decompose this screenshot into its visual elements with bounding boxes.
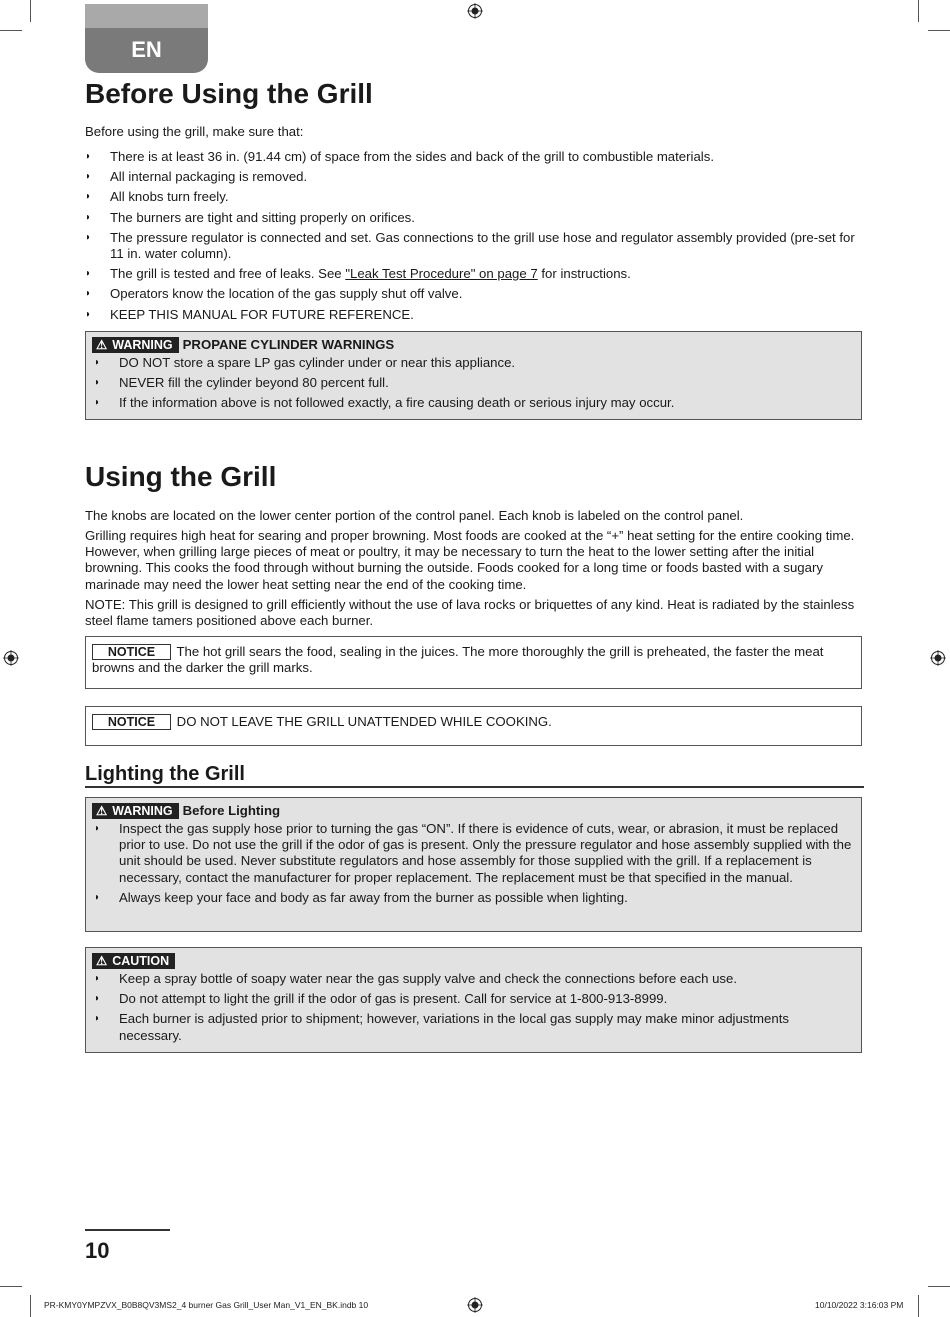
warning-box-propane: [85, 331, 862, 420]
bullet-icon: ◗: [94, 397, 101, 409]
list-item: ◗ If the information above is not followed exactly, a fire causing death or serious injury may occur.: [94, 395, 675, 411]
notice-box: NOTICE DO NOT LEAVE THE GRILL UNATTENDED WHILE COOKING.: [85, 706, 862, 746]
warning-triangle-icon: ⚠: [96, 954, 108, 968]
list-item: ◗ There is at least 36 in. (91.44 cm) of space from the sides and back of the grill to combustible materials.: [85, 149, 714, 164]
language-tab: [85, 4, 208, 73]
section-title-using: Using the Grill: [85, 461, 277, 492]
crop-mark: [918, 1295, 919, 1317]
list-item: ◗ The burners are tight and sitting properly on orifices.: [85, 209, 415, 225]
language-tab-label: EN: [131, 37, 162, 62]
registration-mark-icon: [930, 650, 946, 666]
heading-rule: [85, 786, 864, 788]
bullet-icon: ◗: [94, 377, 101, 389]
bullet-icon: ◗: [85, 231, 92, 243]
list-item: ◗ NEVER fill the cylinder beyond 80 percent full.: [94, 375, 389, 391]
caution-box: [85, 947, 862, 1053]
crop-mark: [928, 1286, 950, 1287]
bullet-icon: ◗: [94, 891, 101, 903]
list-item: ◗ Keep a spray bottle of soapy water near the gas supply valve and check the connections before each use.: [94, 971, 738, 986]
bullet-icon: ◗: [85, 308, 92, 320]
list-item: ◗ Always keep your face and body as far away from the burner as possible when lighting.: [94, 889, 628, 905]
crop-mark: [30, 0, 31, 22]
warning-triangle-icon: ⚠: [96, 804, 108, 818]
list-item: ◗ Do not attempt to light the grill if the odor of gas is present. Call for service at 1-800-913-8999.: [94, 991, 668, 1007]
bullet-icon: ◗: [85, 288, 92, 300]
list-item: ◗ KEEP THIS MANUAL FOR FUTURE REFERENCE.: [85, 306, 414, 322]
registration-mark-icon: [467, 1297, 483, 1313]
subsection-title-lighting: Lighting the Grill: [85, 763, 245, 785]
leak-test-link[interactable]: "Leak Test Procedure" on page 7: [345, 266, 538, 282]
crop-mark: [0, 1286, 22, 1287]
warning-triangle-icon: ⚠: [96, 338, 108, 352]
print-slug-date: 10/10/2022 3:16:03 PM: [815, 1300, 904, 1310]
notice-tag: NOTICE: [92, 714, 171, 730]
list-item: ◗ The grill is tested and free of leaks. See "Leak Test Procedure" on page 7 for instructions.: [85, 266, 631, 282]
list-item: ◗ DO NOT store a spare LP gas cylinder under or near this appliance.: [94, 355, 516, 370]
crop-mark: [918, 0, 919, 22]
bullet-icon: ◗: [85, 171, 92, 183]
warning-box-before-lighting: [85, 797, 862, 932]
paragraph: NOTE: This grill is designed to grill efficiently without the use of lava rocks or briquettes of any kind. Heat is radiated by the stainless steel flame tamers positioned above each burner.: [85, 597, 855, 629]
bullet-icon: ◗: [85, 211, 92, 223]
notice-box: NOTICE The hot grill sears the food, sealing in the juices. The more thoroughly the grill is preheated, the faster the meat browns and the darker the grill marks.: [85, 636, 862, 689]
bullet-icon: ◗: [94, 823, 101, 834]
list-item: ◗ Operators know the location of the gas supply shut off valve.: [85, 286, 463, 302]
warning-heading: PROPANE CYLINDER WARNINGS: [182, 337, 395, 352]
bullet-icon: ◗: [85, 191, 92, 203]
bullet-icon: ◗: [94, 993, 101, 1005]
warning-tag: ⚠ WARNING: [92, 337, 179, 353]
bullet-icon: ◗: [94, 973, 101, 984]
list-item: ◗ The pressure regulator is connected and set. Gas connections to the grill use hose and regulator assembly provided (pre-set for 11 in. water column).: [85, 229, 855, 262]
notice-tag: NOTICE: [92, 644, 171, 660]
registration-mark-icon: [467, 3, 483, 19]
paragraph: The knobs are located on the lower center portion of the control panel. Each knob is labeled on the control panel.: [85, 508, 744, 523]
list-item: ◗ Each burner is adjusted prior to shipment; however, variations in the local gas supply may make minor adjustments necessary.: [94, 1011, 789, 1043]
paragraph: Grilling requires high heat for searing and proper browning. Most foods are cooked at the “+” heat setting for the entire cooking time. However, when grilling large pieces of meat or poultry, it may be necessary to turn the heat to the lower setting after the initial browning. This cooks the food through without burning the outside. Foods cooked for a long time or foods basted with a sugary marinade may need the lower heat setting near the end of the cooking time.: [85, 528, 855, 592]
bullet-icon: ◗: [94, 357, 101, 368]
warning-tag: ⚠ WARNING: [92, 803, 179, 819]
bullet-icon: ◗: [85, 268, 92, 280]
section-title-before-using: Before Using the Grill: [85, 78, 373, 109]
checklist: [85, 149, 863, 327]
crop-mark: [928, 30, 950, 31]
warning-heading: Before Lighting: [182, 803, 281, 818]
bullet-icon: ◗: [94, 1013, 101, 1025]
list-item: ◗ Inspect the gas supply hose prior to turning the gas “ON”. If there is evidence of cuts, wear, or abrasion, it must be replaced prior to use. Do not use the grill if the odor of gas is present. Only the pressure regulator and hose assembly supplied with the unit should be used. Never substitute regulators and hose assembly for those supplied with the grill. If a replacement is necessary, contact the manufacturer for proper replacement. The replacement must be that specified in the manual.: [94, 821, 852, 885]
bullet-icon: ◗: [85, 151, 92, 162]
list-item: ◗ All knobs turn freely.: [85, 189, 229, 205]
list-item: ◗ All internal packaging is removed.: [85, 169, 308, 185]
crop-mark: [30, 1295, 31, 1317]
caution-tag: ⚠ CAUTION: [92, 953, 175, 969]
page-number: 10: [85, 1238, 110, 1263]
section-intro: Before using the grill, make sure that:: [85, 124, 304, 139]
page-number-rule: [85, 1229, 170, 1231]
registration-mark-icon: [3, 650, 19, 666]
print-slug-file: PR-KMY0YMPZVX_B0B8QV3MS2_4 burner Gas Grill_User Man_V1_EN_BK.indb 10: [44, 1300, 369, 1310]
crop-mark: [0, 30, 22, 31]
